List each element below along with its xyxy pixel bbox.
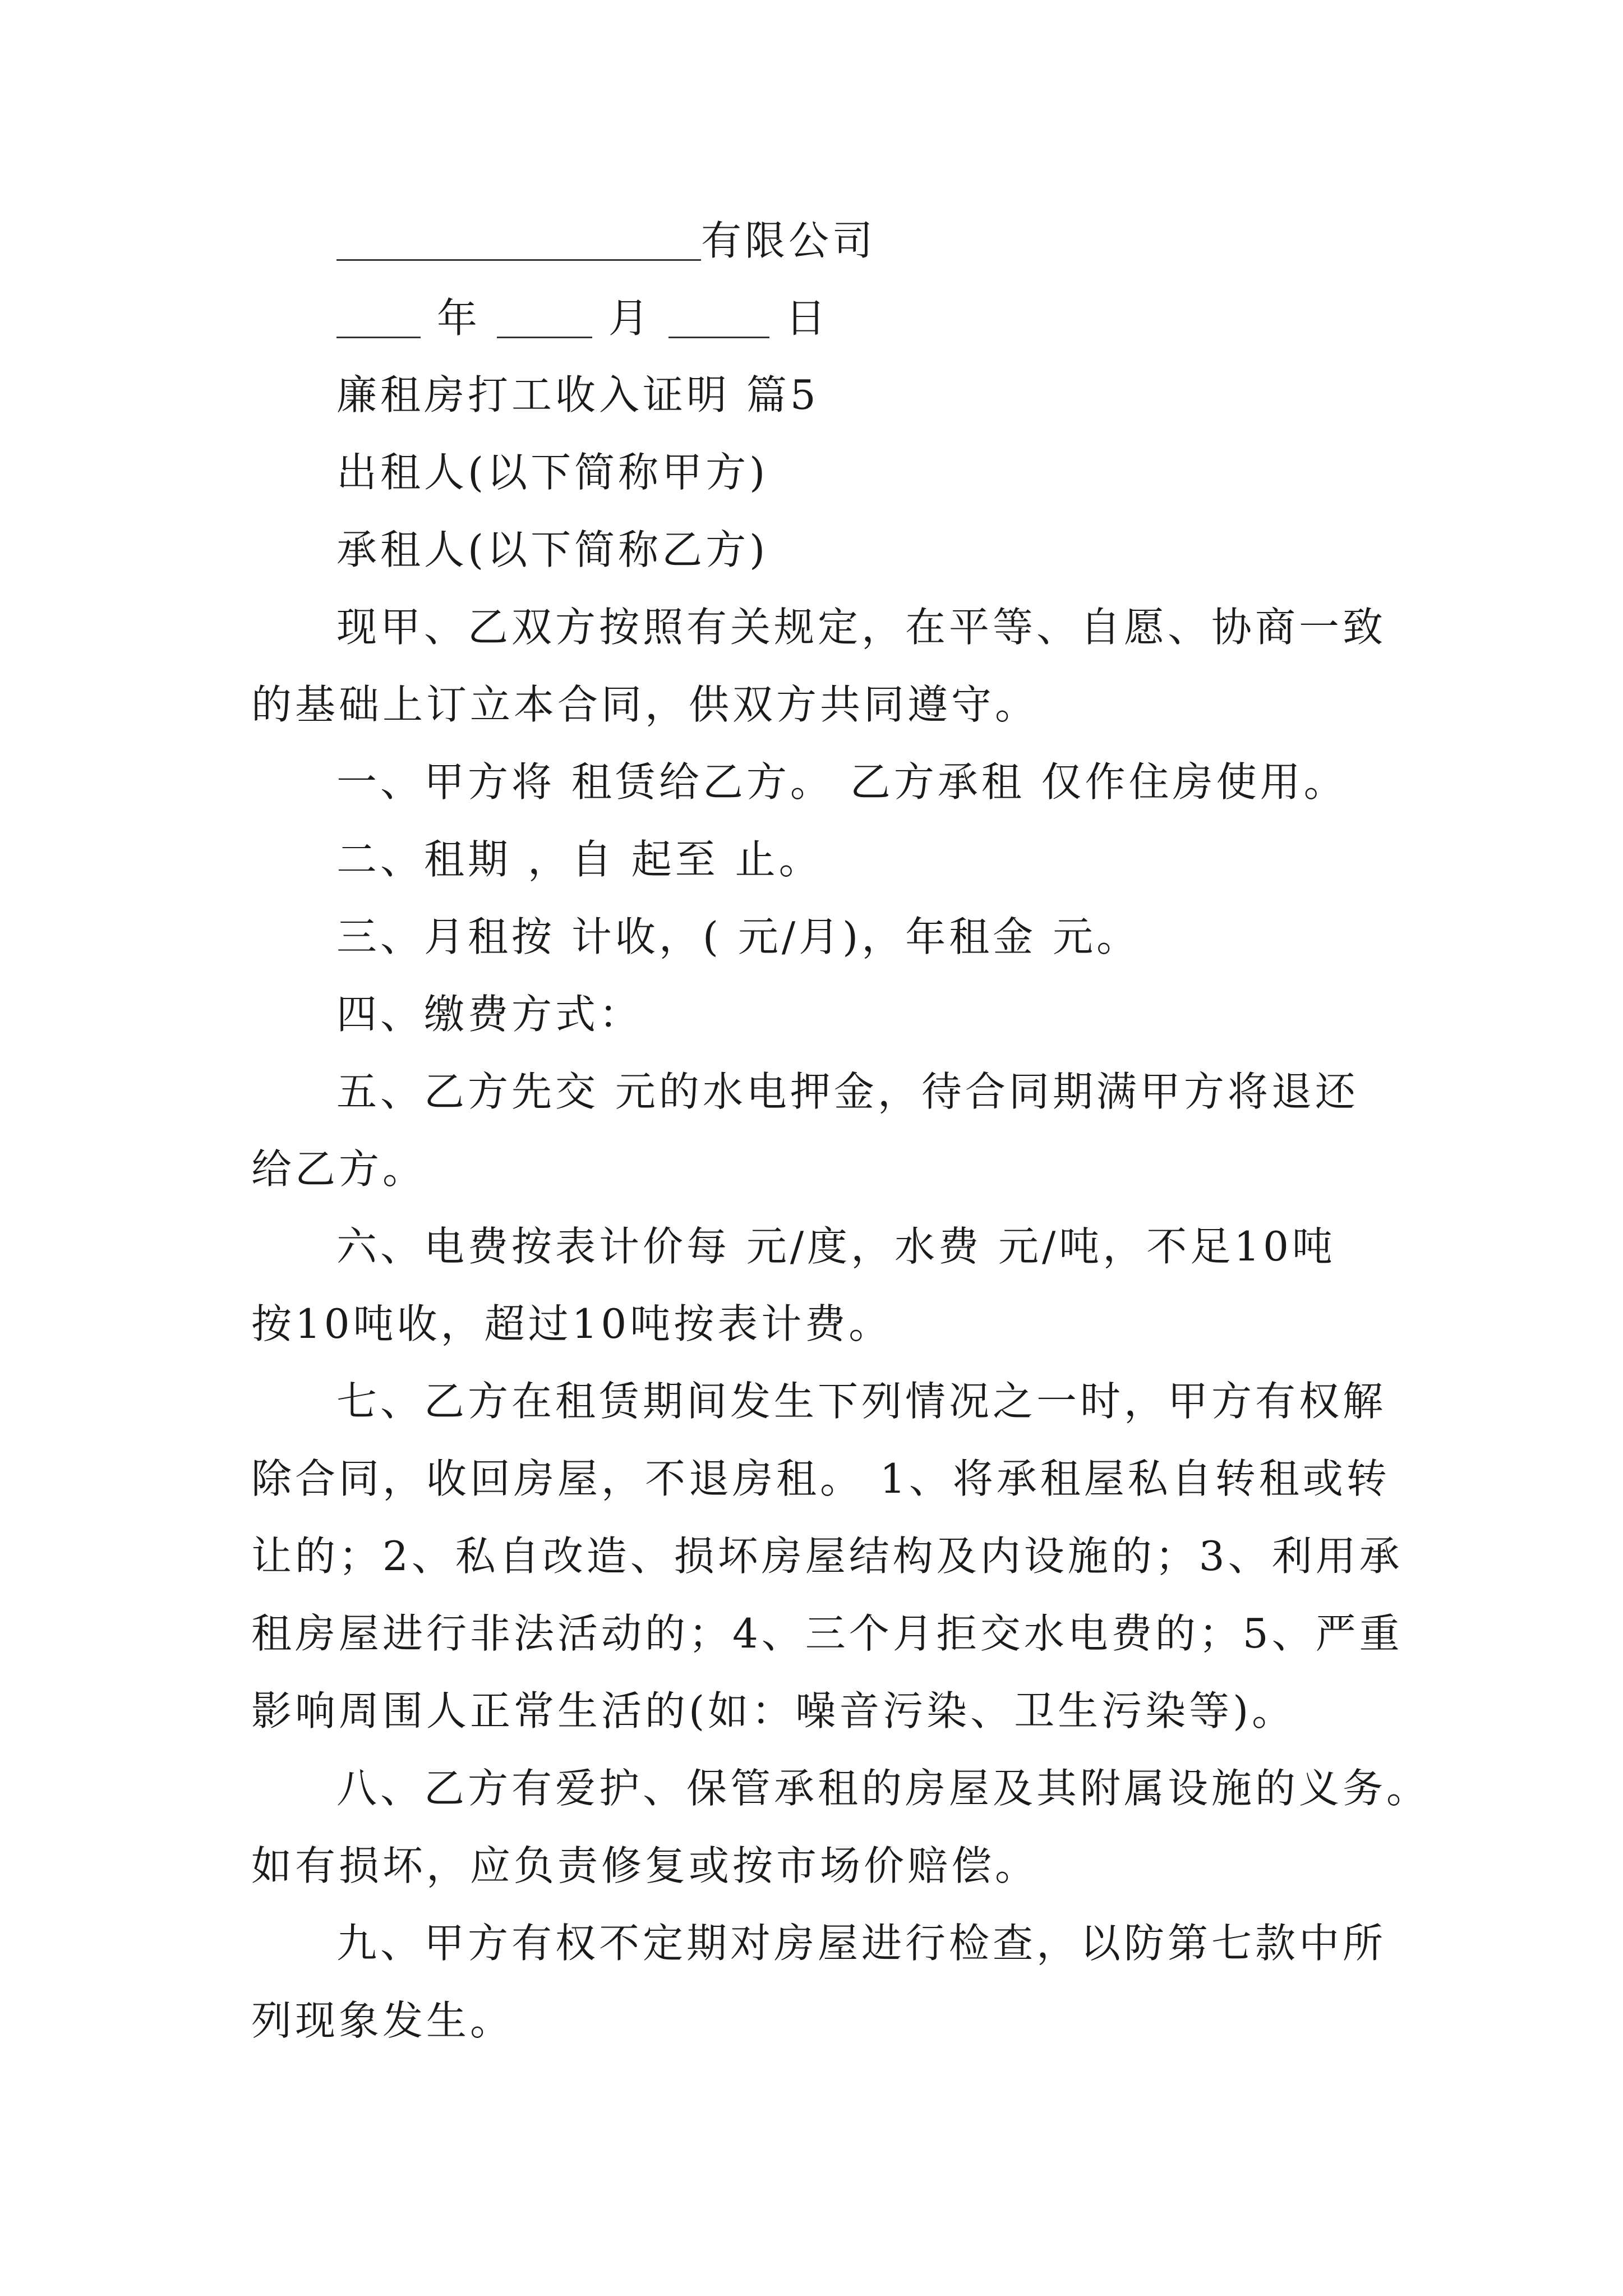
paragraph-intro-line-2: 的基础上订立本合同，供双方共同遵守。 (251, 681, 1039, 728)
company-name-blank[interactable] (336, 220, 701, 261)
year-blank[interactable] (336, 297, 421, 338)
clause-1: 一、甲方将 租赁给乙方。 乙方承租 仅作住房使用。 (336, 758, 1348, 806)
date-line (336, 295, 829, 342)
day-label: 日 (785, 295, 829, 342)
clause-2: 二、租期 ，自 起至 止。 (336, 836, 823, 883)
clause-3: 三、月租按 计收，( 元/月)，年租金 元。 (336, 913, 1141, 960)
company-line (336, 217, 877, 264)
month-label: 月 (608, 295, 652, 342)
clause-5-line-2: 给乙方。 (251, 1145, 427, 1193)
clause-9-line-1: 九、甲方有权不定期对房屋进行检查，以防第七款中所 (336, 1920, 1387, 1967)
lessee-line: 承租人(以下简称乙方) (336, 526, 769, 573)
clause-7-line-1: 七、乙方在租赁期间发生下列情况之一时，甲方有权解 (336, 1378, 1387, 1425)
day-blank[interactable] (668, 297, 769, 338)
clause-6-line-2: 按10吨收，超过10吨按表计费。 (251, 1300, 893, 1347)
paragraph-intro-line-1: 现甲、乙双方按照有关规定，在平等、自愿、协商一致 (336, 604, 1387, 651)
document-heading: 廉租房打工收入证明 篇5 (336, 371, 819, 418)
lessor-line: 出租人(以下简称甲方) (336, 449, 769, 496)
clause-7-line-4: 租房屋进行非法活动的；4、三个月拒交水电费的；5、严重 (251, 1610, 1403, 1657)
clause-9-line-2: 列现象发生。 (251, 1997, 514, 2044)
clause-8-line-1: 八、乙方有爱护、保管承租的房屋及其附属设施的义务。 (336, 1765, 1431, 1812)
clause-4: 四、缴费方式： (336, 991, 643, 1038)
clause-8-line-2: 如有损坏，应负责修复或按市场价赔偿。 (251, 1842, 1039, 1889)
company-suffix: 有限公司 (701, 217, 877, 264)
month-blank[interactable] (497, 297, 592, 338)
year-label: 年 (436, 295, 481, 342)
clause-6-line-1: 六、电费按表计价每 元/度，水费 元/吨，不足10吨 (336, 1223, 1336, 1270)
clause-7-line-3: 让的；2、私自改造、损坏房屋结构及内设施的；3、利用承 (251, 1533, 1403, 1580)
clause-7-line-2: 除合同，收回房屋，不退房租。 1、将承租屋私自转租或转 (251, 1455, 1390, 1502)
clause-7-line-5: 影响周围人正常生活的(如：噪音污染、卫生污染等)。 (251, 1687, 1296, 1734)
clause-5-line-1: 五、乙方先交 元的水电押金，待合同期满甲方将退还 (336, 1068, 1359, 1115)
